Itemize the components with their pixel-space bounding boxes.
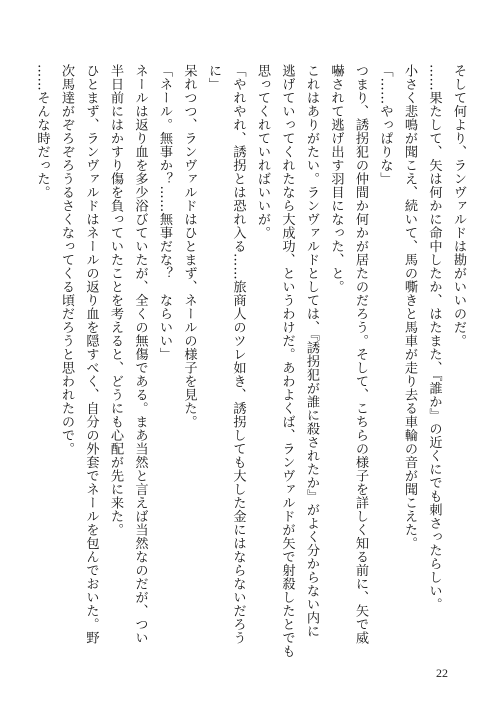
text-line: 嚇されて逃げ出す羽目になった、と。 (328, 64, 344, 294)
text-line: 「ネール。無事か？……無事だな？ ならいい」 (157, 64, 172, 361)
text-line: 「……やっぱりな」 (377, 64, 393, 186)
text-line: 小さく悲鳴が聞こえ、続いて、馬の嘶きと馬車が走り去る車輪の音が聞こえた。 (402, 64, 417, 550)
text-line: 「やれやれ、誘拐とは恐れ入る……旅商人のツレ如き、誘拐しても大した金にはならないだろう (230, 64, 246, 645)
text-line: に」 (206, 64, 221, 91)
text-line: つまり、誘拐犯の仲間か何かが居たのだろう。そして、こちらの様子を詳しく知る前に、矢で威 (353, 64, 368, 645)
text-line: ……果たして、矢は何かに命中したか、はたまた、『誰か』の近くにでも刺さったらしい。 (426, 64, 442, 611)
text-line: ……そんな時だった。 (34, 64, 50, 199)
text-line: 逃げていってくれたなら大成功、というわけだ。あわよくば、ランヴァルドが矢で射殺したとでも (279, 64, 295, 658)
text-line: 次馬達がぞろぞろうるさくなってくる頃だろうと思われたので。 (59, 64, 74, 456)
text-line: 思ってくれていればいいが。 (255, 64, 270, 240)
text-line: これはありがたい。ランヴァルドとしては、『誘拐犯が誰に殺されたか』がよく分からない内に (304, 64, 319, 638)
page-number: 22 (436, 666, 448, 680)
text-line: そして何より、ランヴァルドは勘がいいのだ。 (451, 64, 466, 348)
text-line: 呆れつつ、ランヴァルドはひとまず、ネールの様子を見た。 (181, 64, 197, 429)
vertical-body-text (34, 64, 470, 658)
text-line: ひとまず、ランヴァルドはネールの返り血を隠すべく、自分の外套でネールを包んでおいた。野 (83, 64, 99, 645)
text-line: 半日前にはかすり傷を負っていたことを考えると、どうにも心配が先に来た。 (108, 64, 123, 537)
text-line: ネールは返り血を多少浴びていたが、全くの無傷である。まあ当然と言えば当然なのだが、つい (132, 64, 148, 645)
